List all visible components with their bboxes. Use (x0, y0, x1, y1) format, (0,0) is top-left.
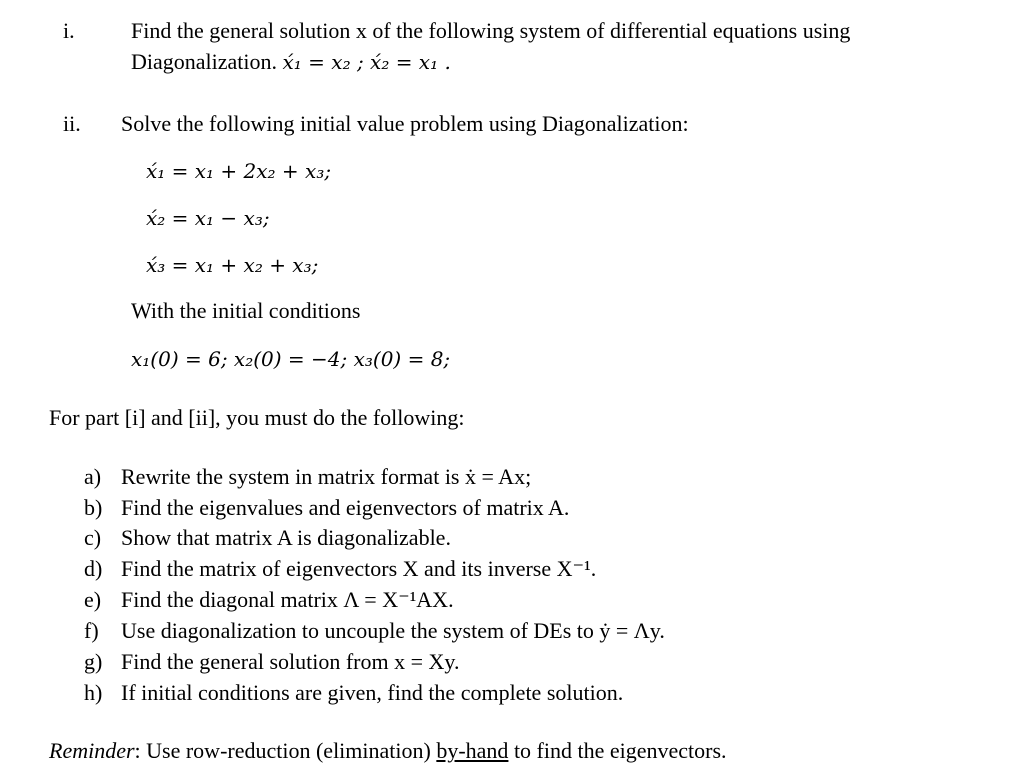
list-item: Rewrite the system in matrix format is ẋ = Ax; (121, 464, 532, 489)
list-item: If initial conditions are given, find the complete solution. (121, 680, 624, 705)
list-item-letter: g) (84, 649, 103, 674)
list-item-letter: c) (84, 525, 102, 550)
list-item: Find the matrix of eigenvectors X and its inverse X⁻¹. (121, 556, 597, 581)
list-item: Show that matrix A is diagonalizable. (121, 525, 451, 550)
equation-2: x́₂ = x₁ − x₃; (146, 206, 270, 230)
part-ii-intro: Solve the following initial value problem using Diagonalization: (121, 111, 689, 136)
part-i-marker: i. (63, 18, 75, 43)
list-item: Use diagonalization to uncouple the system of DEs to ẏ = Λy. (121, 618, 665, 643)
part-i-equation: x́₁ = x₂ ; x́₂ = x₁ . (282, 50, 451, 74)
list-item-letter: f) (84, 618, 99, 643)
list-item-letter: a) (84, 464, 102, 489)
list-item: Find the eigenvalues and eigenvectors of matrix A. (121, 495, 570, 520)
part-i-line2-text: Diagonalization. (131, 49, 278, 74)
conditions-label: With the initial conditions (131, 298, 361, 323)
list-item-letter: e) (84, 587, 102, 612)
reminder-underlined: by-hand (436, 738, 509, 763)
part-ii-marker: ii. (63, 111, 81, 136)
instructions-heading: For part [i] and [ii], you must do the following: (49, 405, 465, 430)
reminder-pre: : Use row-reduction (elimination) (134, 738, 437, 763)
list-item-letter: h) (84, 680, 103, 705)
reminder-post: to find the eigenvectors. (508, 738, 727, 763)
equation-3: x́₃ = x₁ + x₂ + x₃; (146, 253, 319, 277)
list-item-letter: b) (84, 495, 103, 520)
part-i-line2 (131, 49, 451, 75)
list-item: Find the diagonal matrix Λ = X⁻¹AX. (121, 587, 454, 612)
initial-conditions: x₁(0) = 6; x₂(0) = −4; x₃(0) = 8; (131, 347, 451, 371)
reminder (49, 738, 727, 764)
list-item-letter: d) (84, 556, 103, 581)
equation-1: x́₁ = x₁ + 2x₂ + x₃; (146, 159, 332, 183)
part-i-line1: Find the general solution x of the following system of differential equations using (131, 18, 851, 43)
reminder-label: Reminder (49, 738, 135, 763)
list-item: Find the general solution from x = Xy. (121, 649, 460, 674)
